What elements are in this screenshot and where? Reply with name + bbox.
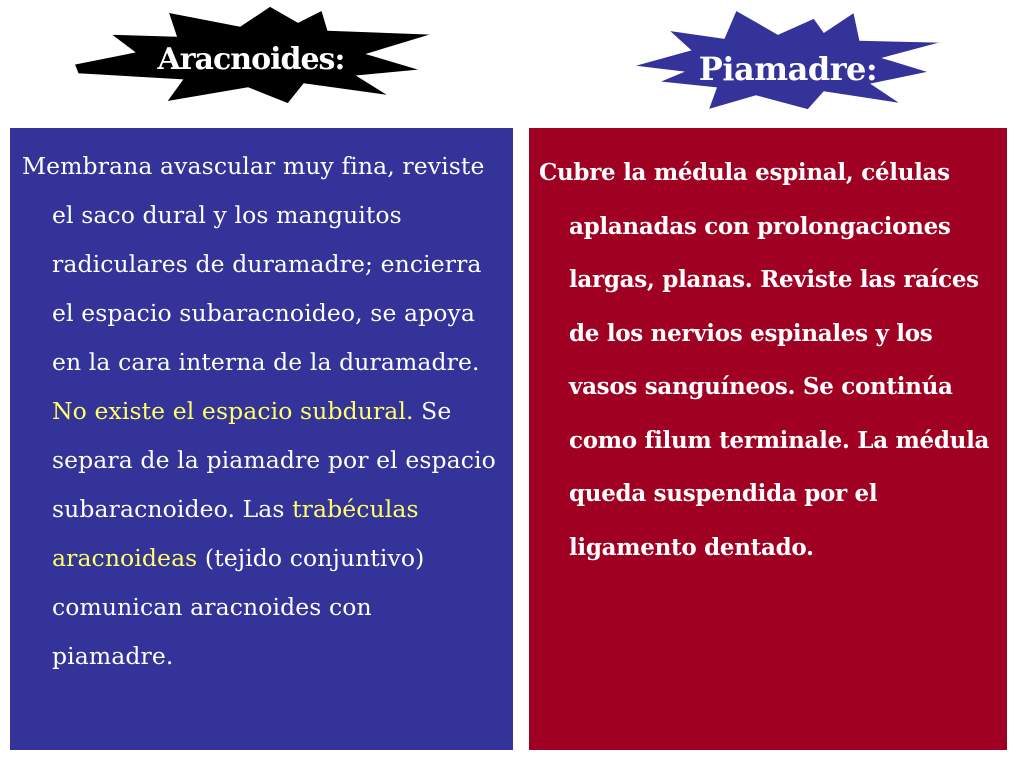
highlight-subdural: No existe el espacio subdural.	[52, 397, 414, 425]
aracnoides-description	[22, 142, 497, 681]
piamadre-heading-burst	[628, 6, 948, 116]
aracnoides-text-part1: Membrana avascular muy fina, reviste el saco dural y los manguitos radiculares de duramadre; encierra el espacio subaracnoideo, se apoya en la cara interna de la duramadre.	[22, 152, 485, 376]
piamadre-description: Cubre la médula espinal, células aplanadas con prolongaciones largas, planas. Reviste las raíces de los nervios espinales y los vasos sanguíneos. Se continúa como filum terminale. La médula queda suspendida por el ligamento dentado.	[539, 159, 990, 561]
aracnoides-heading-burst	[72, 4, 440, 108]
piamadre-heading: Piamadre:	[698, 50, 878, 88]
aracnoides-text-part2: Se separa de la piamadre por el espacio subaracnoideo. Las	[52, 397, 496, 523]
highlight-trabeculas: trabéculas aracnoideas	[52, 495, 419, 572]
aracnoides-text-part3: (tejido conjuntivo) comunican aracnoides con piamadre.	[52, 544, 425, 670]
aracnoides-heading: Aracnoides:	[157, 42, 345, 77]
piamadre-panel	[529, 128, 1007, 750]
aracnoides-panel	[10, 128, 513, 750]
